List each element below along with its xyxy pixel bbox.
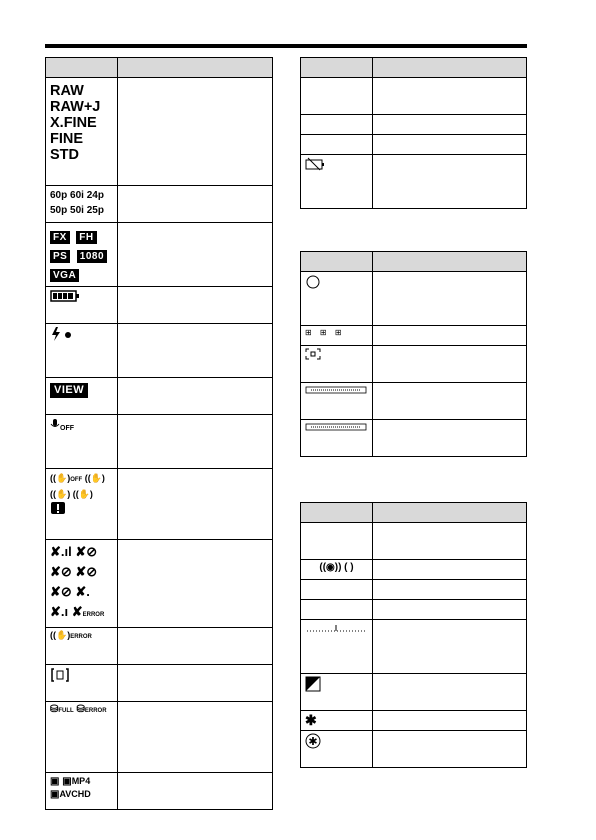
movie-still-icon: ▣ xyxy=(50,776,60,787)
table-row xyxy=(301,674,527,711)
framerate-60p: 60p xyxy=(50,190,68,201)
gps-error-label: ERROR xyxy=(82,612,105,618)
vibration-icons: ((◉)) ( ) xyxy=(319,562,354,573)
memory-card-full-icon: ⛁FULL xyxy=(50,704,74,715)
movie-size-fh: FH xyxy=(76,231,96,244)
table-row xyxy=(301,731,527,768)
framerate-50p: 50p xyxy=(50,205,68,216)
table-header xyxy=(301,503,527,523)
gps-icons: ✘.ıl ✘⊘ xyxy=(50,544,98,559)
table-row xyxy=(301,383,527,420)
framerate-line-1 xyxy=(50,188,113,203)
table-row xyxy=(301,580,527,600)
table-row xyxy=(301,346,527,383)
mic-off-icon: OFF xyxy=(50,417,74,434)
table-row xyxy=(301,523,527,560)
table-row xyxy=(301,326,527,346)
level-bar-icon xyxy=(305,385,367,395)
quality-fine: FINE xyxy=(50,131,84,147)
warning-icon xyxy=(50,501,66,515)
steady-shot-icons: ((✋)OFF ((✋) xyxy=(50,473,105,483)
table-row xyxy=(46,78,273,186)
table-row xyxy=(301,600,527,620)
table-row xyxy=(46,223,273,287)
quality-standard: STD xyxy=(50,147,79,163)
table-row xyxy=(301,272,527,326)
table-row xyxy=(301,420,527,457)
table-row xyxy=(46,415,273,469)
table-row xyxy=(46,773,273,810)
table-row xyxy=(46,287,273,324)
table-header xyxy=(301,58,527,78)
svg-text:✱: ✱ xyxy=(308,735,318,748)
table-header xyxy=(301,252,527,272)
battery-empty-icon xyxy=(305,157,327,171)
movie-size-fx: FX xyxy=(50,231,70,244)
table-row xyxy=(46,324,273,378)
framerate-50i: 50i xyxy=(70,205,84,216)
framerate-24p: 24p xyxy=(86,190,104,201)
battery-full-icon xyxy=(50,289,80,303)
ae-lock-icon: ✱ xyxy=(305,712,317,728)
spot-circle-icon xyxy=(305,274,321,290)
table-row: ✘.ıl ✘⊘ ✘⊘ ✘⊘ ✘⊘ ✘. ✘.ı ✘ERROR xyxy=(46,540,273,628)
quality-raw: RAW xyxy=(50,83,84,99)
af-area-icons: ⊞ ⊞ ⊞ xyxy=(305,328,345,337)
exposure-scale-icon xyxy=(305,622,367,636)
top-right-table xyxy=(300,57,527,209)
table-row xyxy=(301,155,527,209)
level-bar-2-icon xyxy=(305,422,367,432)
left-icon-table xyxy=(45,57,273,810)
exposure-comp-icon xyxy=(305,676,321,692)
movie-size-1080: 1080 xyxy=(77,250,107,263)
framerate-25p: 25p xyxy=(86,205,104,216)
table-row xyxy=(46,702,273,773)
table-row xyxy=(301,135,527,155)
quality-extra-fine: X.FINE xyxy=(50,115,97,131)
table-row xyxy=(301,560,527,580)
table-row xyxy=(46,186,273,223)
steady-shot-error-icon: ((✋)ERROR xyxy=(50,630,92,640)
table-row xyxy=(46,378,273,415)
table-row xyxy=(46,665,273,702)
mid-right-table xyxy=(300,251,527,457)
movie-mp4-icon: ▣MP4 xyxy=(62,776,91,787)
framerate-60i: 60i xyxy=(70,190,84,201)
table-row xyxy=(301,78,527,115)
view-badge: VIEW xyxy=(50,383,88,398)
ae-lock-circle-icon xyxy=(305,733,321,749)
af-frame-icon xyxy=(305,348,321,360)
bottom-right-table xyxy=(300,502,527,768)
table-row: ((✋)OFF ((✋) ((✋) ((✋) xyxy=(46,469,273,540)
quality-raw-jpeg: RAW+J xyxy=(50,99,101,115)
table-row xyxy=(301,711,527,731)
movie-avchd-icon: ▣AVCHD xyxy=(50,789,91,800)
movie-size-ps: PS xyxy=(50,250,70,263)
frame-icon xyxy=(50,667,70,683)
memory-card-error-icon: ⛁ERROR xyxy=(76,704,107,715)
table-row xyxy=(301,620,527,674)
movie-size-vga: VGA xyxy=(50,269,79,282)
quality-list xyxy=(50,80,113,163)
framerate-line-2 xyxy=(50,203,113,218)
table-header xyxy=(46,58,273,78)
flash-charging-icon xyxy=(50,326,80,342)
table-row xyxy=(46,628,273,665)
header-rule xyxy=(45,44,527,48)
table-row xyxy=(301,115,527,135)
